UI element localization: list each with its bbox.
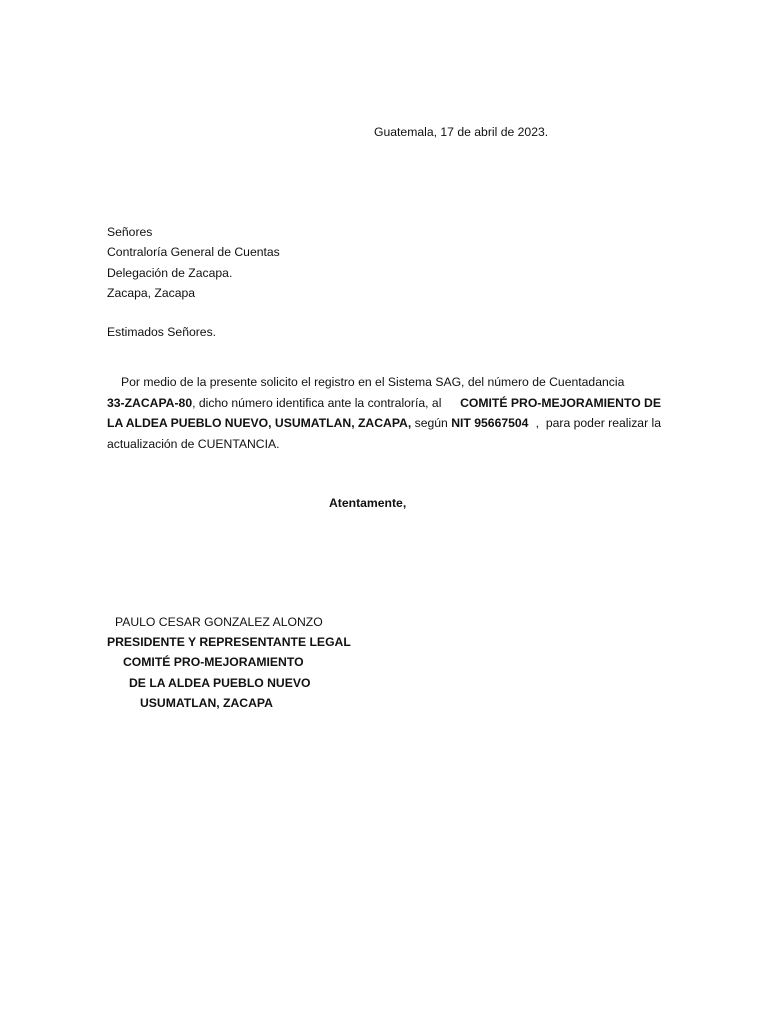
body-text: , para poder realizar la <box>535 416 661 431</box>
body-line-4 <box>107 434 661 455</box>
closing: Atentamente, <box>329 496 407 510</box>
committee-name: COMITÉ PRO-MEJORAMIENTO DE <box>460 395 661 410</box>
body-line-3 <box>107 413 661 434</box>
signer-org-line: USUMATLAN, ZACAPA <box>140 695 273 710</box>
nit-number: NIT 95667504 <box>451 416 529 431</box>
letter-date: Guatemala, 17 de abril de 2023. <box>374 125 549 139</box>
committee-name: LA ALDEA PUEBLO NUEVO, USUMATLAN, ZACAPA, <box>107 416 412 431</box>
account-number: 33-ZACAPA-80 <box>107 395 193 410</box>
body-line-1 <box>107 372 661 393</box>
recipient-line: Delegación de Zacapa. <box>107 265 233 280</box>
body-text: Por medio de la presente solicito el registro en el Sistema SAG, del número de Cuentadancia <box>121 375 625 389</box>
body-text: , dicho número identifica ante la contraloría, al <box>192 395 442 410</box>
body-text: actualización de CUENTANCIA. <box>107 436 280 451</box>
body-line-2 <box>107 393 661 414</box>
signature-block <box>107 612 351 713</box>
body-paragraph <box>107 372 661 454</box>
signer-name: PAULO CESAR GONZALEZ ALONZO <box>115 615 323 629</box>
body-text: según <box>411 416 448 431</box>
signer-title: PRESIDENTE Y REPRESENTANTE LEGAL <box>107 635 351 650</box>
recipient-block <box>107 222 280 303</box>
recipient-line: Contraloría General de Cuentas <box>107 245 280 260</box>
salutation: Estimados Señores. <box>107 325 217 339</box>
signer-org-line: COMITÉ PRO-MEJORAMIENTO <box>123 655 304 670</box>
recipient-line: Zacapa, Zacapa <box>107 285 196 300</box>
recipient-line: Señores <box>107 225 153 239</box>
signer-org-line: DE LA ALDEA PUEBLO NUEVO <box>129 675 311 690</box>
